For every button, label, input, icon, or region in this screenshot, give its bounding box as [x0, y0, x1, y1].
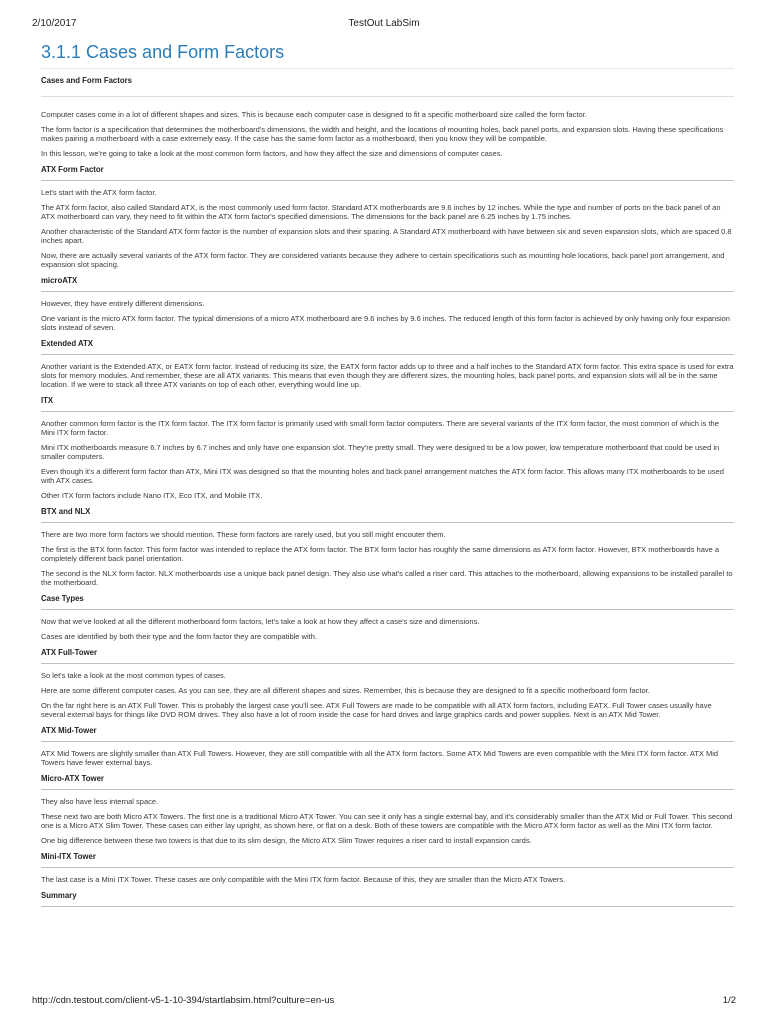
- lesson-content: [41, 40, 734, 914]
- page-number: 1/2: [722, 995, 736, 1006]
- section-heading: Case Types: [41, 593, 734, 610]
- section-paragraph: On the far right here is an ATX Full Tower. This is probably the largest case you'll see. ATX Full Towers are made to be compatible with all ATX form factors, including EATX. Full Tower cases usually have several external bays for things like DVD ROM drives. They also have a lot of room inside the case for hard drives and large graphics cards and power supplies. Next is an ATX Mid Tower.: [41, 701, 712, 719]
- section-heading: ITX: [41, 395, 734, 412]
- section-paragraph: The first is the BTX form factor. This form factor was intended to replace the ATX form factor. The BTX form factor has roughly the same dimensions as ATX form factor. However, BTX motherboards have a completely different back panel orientation.: [41, 545, 720, 563]
- section-paragraph: The form factor is a specification that determines the motherboard's dimensions, the width and height, and the locations of mounting holes, back panel ports, and expansion slots. Having these specifications makes pairing a motherboard with a case extremely easy. If the case has the same form factor as a motherboard, then you know they will be compatible.: [41, 125, 724, 143]
- section-paragraph: The ATX form factor, also called Standard ATX, is the most commonly used form factor. Standard ATX motherboards are 9.6 inches by 12 inches. While the type and number of ports on the back panel of an ATX motherboard can vary, they need to fit within the ATX form factor's specified dimensions. The dimensions for the back panel are 6.25 inches by 1.75 inches.: [41, 203, 721, 221]
- section-heading: Cases and Form Factors: [41, 75, 734, 97]
- section-paragraph: There are two more form factors we should mention. These form factors are rarely used, but you still might encouter them.: [41, 530, 446, 539]
- section-heading: Micro-ATX Tower: [41, 773, 734, 790]
- print-date: 2/10/2017: [32, 18, 77, 29]
- print-footer: [32, 995, 736, 1007]
- lesson-section: [41, 75, 734, 158]
- section-paragraph: These next two are both Micro ATX Towers. The first one is a traditional Micro ATX Tower. You can see it only has a single external bay, and it's considerably smaller than the ATX Mid or Full Tower. This second one is a Micro ATX Slim Tower. These cases can either lay upright, as shown here, or flat on a desk. Both of these towers are compatible with the Micro ATX form factor as well as the Mini ITX form factor.: [41, 812, 733, 830]
- lesson-section: [41, 506, 734, 587]
- section-paragraph: Even though it's a different form factor than ATX, Mini ITX was designed so that the mounting holes and back panel arrangement matches the ATX form factor. This allows many ITX motherboards to be used with ATX cases.: [41, 467, 724, 485]
- section-paragraph: Other ITX form factors include Nano ITX, Eco ITX, and Mobile ITX.: [41, 491, 263, 500]
- section-paragraph: Here are some different computer cases. As you can see, they are all different shapes and sizes. Remember, this is because they are designed to fit a specific motherboard form factor.: [41, 686, 650, 695]
- section-paragraph: However, they have entirely different dimensions.: [41, 299, 205, 308]
- lesson-section: [41, 851, 734, 884]
- page-url: http://cdn.testout.com/client-v5-1-10-394/startlabsim.html?culture=en-us: [32, 995, 335, 1006]
- section-heading: ATX Mid-Tower: [41, 725, 734, 742]
- section-paragraph: Another variant is the Extended ATX, or EATX form factor. Instead of reducing its size, the EATX form factor adds up to three and a half inches to the Standard ATX form factor. This extra space is used for extra slots for memory modules. And remember, these are all ATX variants. This means that even though they are different sizes, the mounting holes, back panel ports, and expansion slots will all be in the same location. If we were to stack all three ATX variants on top of each other, everything would line up.: [41, 362, 734, 389]
- section-paragraph: They also have less internal space.: [41, 797, 159, 806]
- lesson-section: [41, 890, 734, 907]
- section-paragraph: Another characteristic of the Standard ATX form factor is the number of expansion slots and their spacing. A Standard ATX motherboard with have between six and seven expansion slots, which are spaced 0.8 inches apart.: [41, 227, 732, 245]
- section-paragraph: One variant is the micro ATX form factor. The typical dimensions of a micro ATX motherboard are 9.6 inches by 9.6 inches. The reduced length of this form factor is achieved by only having only four expansion slots instead of seven.: [41, 314, 730, 332]
- section-heading: microATX: [41, 275, 734, 292]
- section-paragraph: Another common form factor is the ITX form factor. The ITX form factor is primarily used with small form factor computers. There are several variants of the ITX form factor, the most common of which is the Mini ITX form factor.: [41, 419, 719, 437]
- lesson-section: [41, 164, 734, 269]
- lesson-section: [41, 275, 734, 332]
- section-paragraph: Now, there are actually several variants of the ATX form factor. They are considered variants because they adhere to certain specifications such as mounting hole locations, back panel port arrangement, and expansion slot spacing.: [41, 251, 725, 269]
- lesson-section: [41, 647, 734, 719]
- lesson-section: [41, 725, 734, 767]
- section-paragraph: ATX Mid Towers are slightly smaller than ATX Full Towers. However, they are still compatible with all the ATX form factors. Some ATX Mid Towers are even compatible with the Mini ITX form factor. ATX Mid Towers have fewer external bays.: [41, 749, 719, 767]
- lesson-section: [41, 593, 734, 641]
- page-title: 3.1.1 Cases and Form Factors: [41, 40, 734, 69]
- section-heading: ATX Full-Tower: [41, 647, 734, 664]
- section-paragraph: So let's take a look at the most common types of cases.: [41, 671, 226, 680]
- section-heading: ATX Form Factor: [41, 164, 734, 181]
- section-paragraph: One big difference between these two towers is that due to its slim design, the Micro ATX Slim Tower requires a riser card to install expansion cards.: [41, 836, 532, 845]
- section-paragraph: Now that we've looked at all the different motherboard form factors, let's take a look at how they affect a case's size and dimensions.: [41, 617, 480, 626]
- section-paragraph: Computer cases come in a lot of different shapes and sizes. This is because each computer case is designed to fit a specific motherboard size called the form factor.: [41, 110, 587, 119]
- section-paragraph: Cases are identified by both their type and the form factor they are compatible with.: [41, 632, 317, 641]
- lesson-section: [41, 773, 734, 845]
- section-heading: Extended ATX: [41, 338, 734, 355]
- section-paragraph: In this lesson, we're going to take a look at the most common form factors, and how they affect the size and dimensions of computer cases.: [41, 149, 503, 158]
- site-title: TestOut LabSim: [348, 18, 420, 29]
- lesson-sections: [41, 75, 734, 907]
- lesson-section: [41, 338, 734, 389]
- section-paragraph: The second is the NLX form factor. NLX motherboards use a unique back panel design. They also use what's called a riser card. This attaches to the motherboard, allowing expansions to be installed parallel to the motherboard.: [41, 569, 733, 587]
- section-paragraph: The last case is a Mini ITX Tower. These cases are only compatible with the Mini ITX form factor. Because of this, they are smaller than the Micro ATX Towers.: [41, 875, 566, 884]
- section-heading: BTX and NLX: [41, 506, 734, 523]
- lesson-section: [41, 395, 734, 500]
- section-paragraph: Mini ITX motherboards measure 6.7 inches by 6.7 inches and only have one expansion slot. They're pretty small. They were designed to be a low power, low temperature motherboard that could be used in smaller computers.: [41, 443, 720, 461]
- print-header: [32, 18, 736, 32]
- section-heading: Mini-ITX Tower: [41, 851, 734, 868]
- section-heading: Summary: [41, 890, 734, 907]
- section-paragraph: Let's start with the ATX form factor.: [41, 188, 157, 197]
